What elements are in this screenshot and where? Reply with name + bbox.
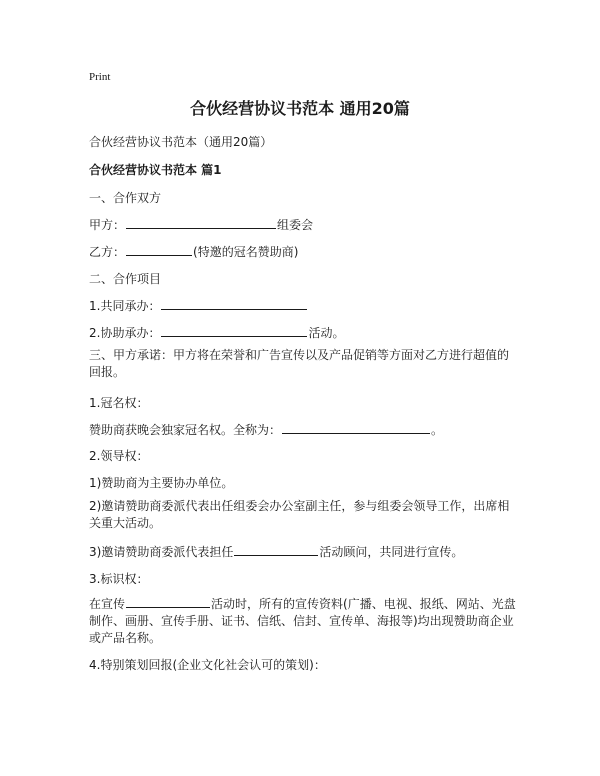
s1-suffix: 。: [431, 423, 444, 437]
heading-promises: 三、甲方承诺：甲方将在荣誉和广告宣传以及产品促销等方面对乙方进行超值的回报。: [89, 348, 510, 379]
party-b-blank[interactable]: [126, 243, 192, 256]
subtitle: 合伙经营协议书范本（通用20篇）: [89, 135, 273, 149]
party-a-line: [89, 216, 313, 233]
item2-label: 2.协助承办：: [89, 326, 161, 340]
s3-prefix: 在宣传: [89, 597, 126, 611]
party-a-blank[interactable]: [126, 216, 276, 229]
print-label[interactable]: Print: [89, 71, 111, 83]
party-a-label: 甲方：: [89, 218, 126, 232]
party-a-suffix: 组委会: [277, 218, 314, 232]
s2-item1: 1)赞助商为主要协办单位。: [89, 476, 234, 490]
heading-parties: 一、合作双方: [89, 191, 162, 205]
item1-label: 1.共同承办：: [89, 299, 161, 313]
s3-paragraph: [89, 595, 519, 647]
s2-item3-prefix: 3)邀请赞助商委派代表担任: [89, 545, 234, 559]
s3-heading: 3.标识权：: [89, 572, 149, 586]
party-b-label: 乙方：: [89, 245, 126, 259]
s2-item2: 2)邀请赞助商委派代表出任组委会办公室副主任，参与组委会领导工作，出席相关重大活动。: [89, 499, 510, 530]
s1-line: [89, 421, 443, 438]
s2-item3-suffix: 活动顾问，共同进行宣传。: [319, 545, 464, 559]
section-title: 合伙经营协议书范本 篇1: [89, 163, 222, 177]
document-title: 合伙经营协议书范本 通用20篇: [190, 99, 410, 118]
s1-blank[interactable]: [282, 421, 430, 434]
s1-heading: 1.冠名权：: [89, 396, 149, 410]
party-b-line: [89, 243, 298, 260]
s4-heading: 4.特别策划回报(企业文化社会认可的策划)：: [89, 658, 326, 672]
item2-suffix: 活动。: [308, 326, 345, 340]
heading-project: 二、合作项目: [89, 272, 162, 286]
s3-text: 活动时，所有的宣传资料(广播、电视、报纸、网站、光盘制作、画册、宣传手册、证书、信纸、信封、宣传单、海报等)均出现赞助商企业或产品名称。: [89, 597, 516, 645]
s2-item3-blank[interactable]: [234, 543, 318, 556]
s2-heading: 2.领导权：: [89, 449, 149, 463]
item2-line: [89, 324, 344, 341]
s1-text: 赞助商获晚会独家冠名权。全称为：: [89, 423, 282, 437]
item2-blank[interactable]: [161, 324, 307, 337]
item1-line: [89, 297, 308, 314]
s2-item3: [89, 543, 463, 560]
item1-blank[interactable]: [161, 297, 307, 310]
s3-blank[interactable]: [126, 595, 210, 608]
party-b-suffix: (特邀的冠名赞助商): [193, 245, 299, 259]
